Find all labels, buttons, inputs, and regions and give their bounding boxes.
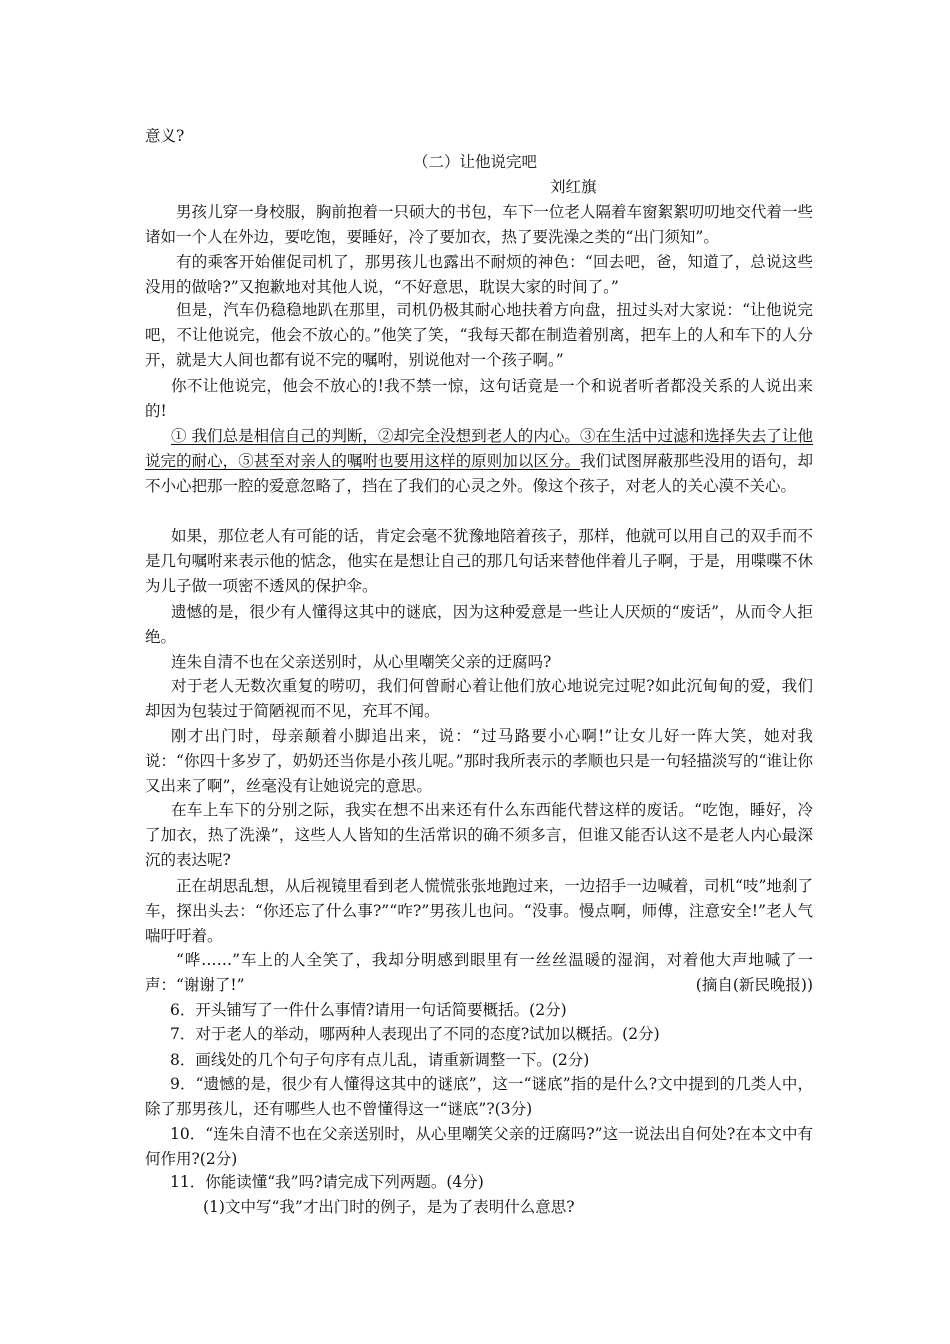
paragraph-5-rest: 我们试图屏蔽那些没用的语句，却不小心把那一腔的爱意忽略了，挡在了我们的心灵之外。像这个孩子，对老人的关心漠不关心。 [145,452,813,495]
paragraph-13-text: “哗……”车上的人全笑了，我却分明感到眼里有一丝丝温暖的湿润，对着他大声地喊了一声：“谢谢了!” [145,951,813,994]
paragraph-11: 在车上车下的分别之际，我实在想不出来还有什么东西能代替这样的废话。“吃饱，睡好，冷了加衣，热了洗澡”，这些人人皆知的生活常识的确不须多言，但谁又能否认这不是老人内心最深沉的表达呢? [145,801,813,869]
paragraph-10: 刚才出门时，母亲颠着小脚追出来，说：“过马路要小心啊!”让女儿好一阵大笑，她对我说：“你四十多岁了，奶奶还当你是小孩儿呢。”那时我所表示的孝顺也只是一句轻描淡写的“谁让你又出来了啊”，丝毫没有让她说完的意思。 [145,727,813,795]
question-11: 11．你能读懂“我”吗?请完成下列两题。(4分) [170,1173,484,1191]
question-9: 9．“遗憾的是，很少有人懂得这其中的谜底”，这一“谜底”指的是什么?文中提到的几类人中，除了那男孩儿，还有哪些人也不曾懂得这一“谜底”?(3分) [145,1075,813,1118]
paragraph-9: 对于老人无数次重复的唠叨，我们何曾耐心着让他们放心地说完过呢?如此沉甸甸的爱，我们却因为包装过于简陋视而不见，充耳不闻。 [145,677,813,720]
underlined-sentences: ① 我们总是相信自己的判断，②却完全没想到老人的内心。③在生活中过滤和选择失去了让他说完的耐心，⑤甚至对亲人的嘱咐也要用这样的原则加以区分。 [145,427,813,470]
paragraph-5 [145,424,813,499]
paragraph-12: 正在胡思乱想，从后视镜里看到老人慌慌张张地跑过来，一边招手一边喊着，司机“吱”地刹了车，探出头去：“你还忘了什么事?”“咋?”男孩儿也问。“没事。慢点啊，师傅，注意安全!”老人气喘吁吁着。 [145,877,813,945]
paragraph-6: 如果，那位老人有可能的话，肯定会毫不犹豫地陪着孩子，那样，他就可以用自己的双手而不是几句嘱咐来表示他的惦念，他实在是想让自己的那几句话来替他伴着儿子啊，于是，用喋喋不休为儿子做一项密不透风的保护伞。 [145,527,813,595]
previous-question-tail: 意义? [145,127,185,145]
section-title: （二）让他说完吧 [412,153,537,171]
paragraph-3: 但是，汽车仍稳稳地趴在那里，司机仍极其耐心地扶着方向盘，扭过头对大家说：“让他说完吧，不让他说完，他会不放心的。”他笑了笑，“我每天都在制造着别离，把车上的人和车下的人分开，就是大人间也都有说不完的嘱咐，别说他对一个孩子啊。” [145,301,813,369]
paragraph-13 [145,948,813,998]
question-11-part-1: (1)文中写“我”才出门时的例子，是为了表明什么意思? [203,1198,575,1216]
question-10: 10．“连朱自清不也在父亲送别时，从心里嘲笑父亲的迂腐吗?”这一说法出自何处?在本文中有何作用?(2分) [145,1125,813,1168]
source-citation: (摘自(新民晚报)) [695,976,813,994]
author: 刘红旗 [550,178,597,196]
paragraph-7: 遗憾的是，很少有人懂得这其中的谜底，因为这种爱意是一些让人厌烦的“废话”，从而令人拒绝。 [145,603,813,646]
question-6: 6．开头铺写了一件什么事情?请用一句话简要概括。(2分) [170,1001,567,1019]
paragraph-2: 有的乘客开始催促司机了，那男孩儿也露出不耐烦的神色：“回去吧，爸，知道了，总说这些没用的做啥?”又抱歉地对其他人说，“不好意思，耽误大家的时间了。” [145,253,813,296]
paragraph-4: 你不让他说完，他会不放心的!我不禁一惊，这句话竟是一个和说者听者都没关系的人说出来的! [145,377,813,420]
paragraph-1: 男孩儿穿一身校服，胸前抱着一只硕大的书包，车下一位老人隔着车窗絮絮叨叨地交代着一些诸如一个人在外边，要吃饱，要睡好，冷了要加衣，热了要洗澡之类的“出门须知”。 [145,203,813,246]
question-8: 8．画线处的几个句子句序有点儿乱，请重新调整一下。(2分) [170,1051,590,1069]
paragraph-8: 连朱自清不也在父亲送别时，从心里嘲笑父亲的迂腐吗? [171,653,552,671]
question-7: 7．对于老人的举动，哪两种人表现出了不同的态度?试加以概括。(2分) [170,1025,660,1043]
